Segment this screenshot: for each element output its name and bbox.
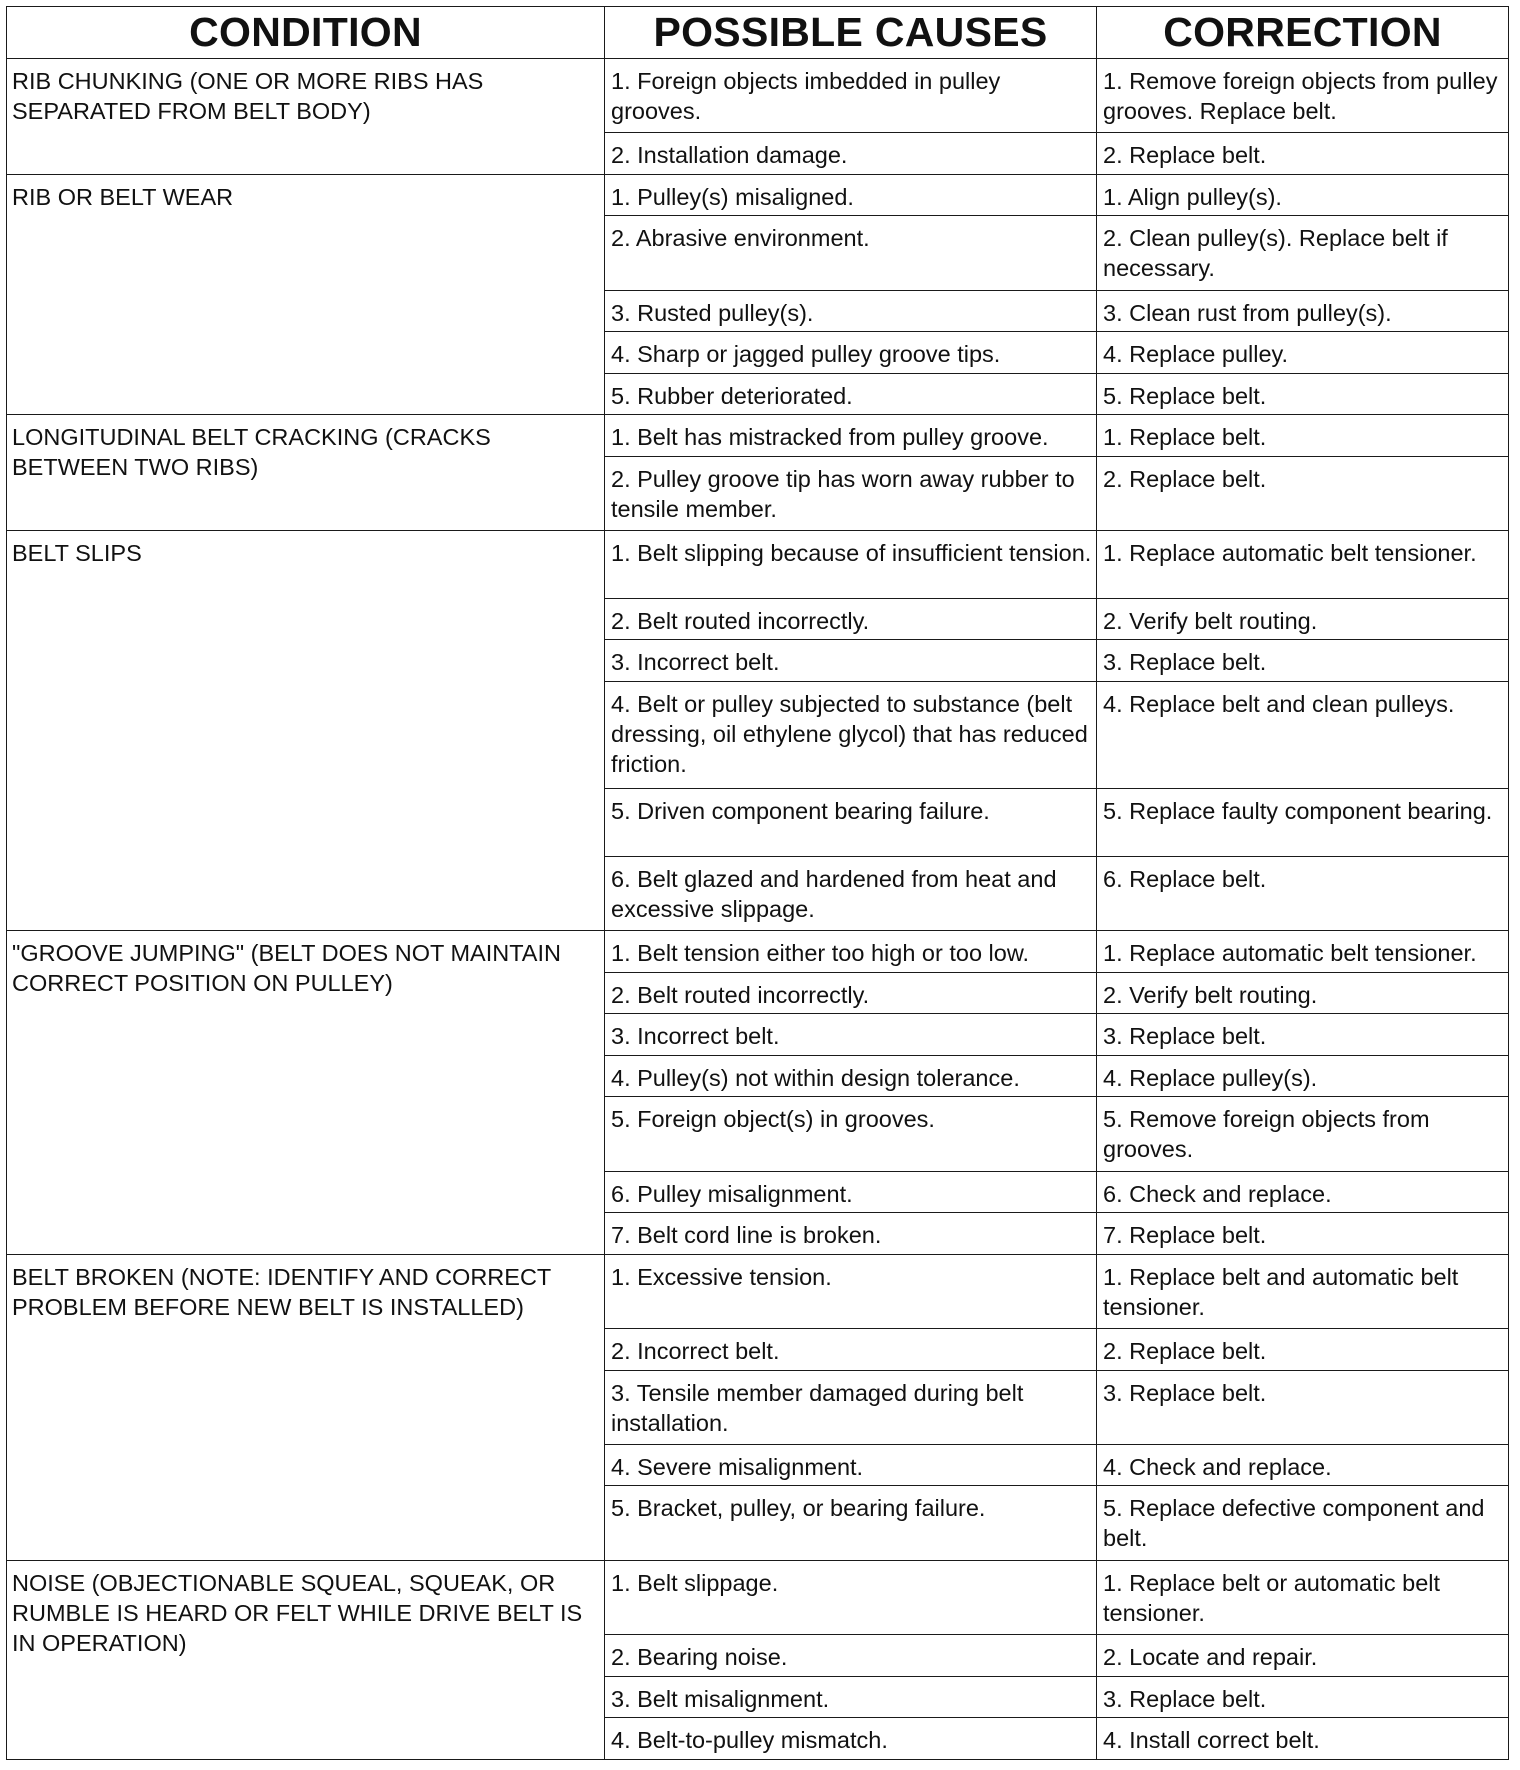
cause-cell: 2. Belt routed incorrectly. — [605, 598, 1097, 640]
table-row — [7, 59, 1509, 133]
possible-causes-header: POSSIBLE CAUSES — [605, 7, 1097, 59]
correction-cell: 3. Replace belt. — [1097, 1014, 1509, 1056]
cause-cell: 2. Belt routed incorrectly. — [605, 972, 1097, 1014]
correction-cell: 2. Replace belt. — [1097, 133, 1509, 175]
condition-cell: BELT SLIPS — [7, 531, 605, 931]
cause-cell: 3. Tensile member damaged during belt installation. — [605, 1370, 1097, 1444]
correction-cell: 4. Replace pulley. — [1097, 332, 1509, 374]
cause-cell: 3. Rusted pulley(s). — [605, 290, 1097, 332]
cause-cell: 2. Bearing noise. — [605, 1635, 1097, 1677]
correction-cell: 4. Install correct belt. — [1097, 1718, 1509, 1760]
table-header — [7, 7, 1509, 59]
cause-cell: 4. Pulley(s) not within design tolerance. — [605, 1055, 1097, 1097]
correction-cell: 5. Replace faulty component bearing. — [1097, 789, 1509, 857]
cause-cell: 4. Severe misalignment. — [605, 1444, 1097, 1486]
correction-cell: 2. Verify belt routing. — [1097, 598, 1509, 640]
cause-cell: 1. Belt has mistracked from pulley groove. — [605, 415, 1097, 457]
correction-cell: 4. Replace pulley(s). — [1097, 1055, 1509, 1097]
correction-cell: 4. Replace belt and clean pulleys. — [1097, 682, 1509, 789]
header-row — [7, 7, 1509, 59]
correction-cell: 1. Replace automatic belt tensioner. — [1097, 931, 1509, 973]
cause-cell: 4. Belt-to-pulley mismatch. — [605, 1718, 1097, 1760]
correction-cell: 3. Replace belt. — [1097, 640, 1509, 682]
cause-cell: 3. Incorrect belt. — [605, 1014, 1097, 1056]
correction-cell: 7. Replace belt. — [1097, 1213, 1509, 1255]
correction-cell: 1. Remove foreign objects from pulley grooves. Replace belt. — [1097, 59, 1509, 133]
table-row — [7, 531, 1509, 599]
correction-cell: 3. Replace belt. — [1097, 1676, 1509, 1718]
correction-cell: 3. Clean rust from pulley(s). — [1097, 290, 1509, 332]
correction-cell: 5. Remove foreign objects from grooves. — [1097, 1097, 1509, 1171]
correction-cell: 1. Replace belt and automatic belt tensioner. — [1097, 1254, 1509, 1328]
condition-cell: NOISE (OBJECTIONABLE SQUEAL, SQUEAK, OR RUMBLE IS HEARD OR FELT WHILE DRIVE BELT IS IN OPERATION) — [7, 1560, 605, 1759]
condition-cell: RIB CHUNKING (ONE OR MORE RIBS HAS SEPARATED FROM BELT BODY) — [7, 59, 605, 175]
condition-cell: "GROOVE JUMPING" (BELT DOES NOT MAINTAIN CORRECT POSITION ON PULLEY) — [7, 931, 605, 1255]
diagnosis-table — [6, 6, 1509, 1760]
table-row — [7, 1560, 1509, 1634]
cause-cell: 1. Foreign objects imbedded in pulley grooves. — [605, 59, 1097, 133]
correction-cell: 2. Clean pulley(s). Replace belt if necessary. — [1097, 216, 1509, 290]
cause-cell: 5. Driven component bearing failure. — [605, 789, 1097, 857]
cause-cell: 1. Excessive tension. — [605, 1254, 1097, 1328]
correction-cell: 6. Replace belt. — [1097, 856, 1509, 930]
correction-cell: 4. Check and replace. — [1097, 1444, 1509, 1486]
correction-header: CORRECTION — [1097, 7, 1509, 59]
condition-cell: BELT BROKEN (NOTE: IDENTIFY AND CORRECT PROBLEM BEFORE NEW BELT IS INSTALLED) — [7, 1254, 605, 1560]
cause-cell: 2. Pulley groove tip has worn away rubber to tensile member. — [605, 456, 1097, 530]
correction-cell: 1. Replace belt. — [1097, 415, 1509, 457]
correction-cell: 5. Replace defective component and belt. — [1097, 1486, 1509, 1560]
cause-cell: 1. Belt slippage. — [605, 1560, 1097, 1634]
correction-cell: 2. Locate and repair. — [1097, 1635, 1509, 1677]
cause-cell: 5. Foreign object(s) in grooves. — [605, 1097, 1097, 1171]
table-row — [7, 415, 1509, 457]
correction-cell: 2. Replace belt. — [1097, 456, 1509, 530]
correction-cell: 3. Replace belt. — [1097, 1370, 1509, 1444]
cause-cell: 2. Incorrect belt. — [605, 1329, 1097, 1371]
cause-cell: 4. Belt or pulley subjected to substance (belt dressing, oil ethylene glycol) that has reduced friction. — [605, 682, 1097, 789]
correction-cell: 6. Check and replace. — [1097, 1171, 1509, 1213]
cause-cell: 1. Belt slipping because of insufficient tension. — [605, 531, 1097, 599]
correction-cell: 2. Verify belt routing. — [1097, 972, 1509, 1014]
cause-cell: 6. Pulley misalignment. — [605, 1171, 1097, 1213]
correction-cell: 1. Replace automatic belt tensioner. — [1097, 531, 1509, 599]
correction-cell: 1. Align pulley(s). — [1097, 174, 1509, 216]
correction-cell: 2. Replace belt. — [1097, 1329, 1509, 1371]
cause-cell: 5. Rubber deteriorated. — [605, 373, 1097, 415]
cause-cell: 7. Belt cord line is broken. — [605, 1213, 1097, 1255]
cause-cell: 2. Installation damage. — [605, 133, 1097, 175]
table-body — [7, 59, 1509, 1760]
cause-cell: 2. Abrasive environment. — [605, 216, 1097, 290]
cause-cell: 5. Bracket, pulley, or bearing failure. — [605, 1486, 1097, 1560]
cause-cell: 6. Belt glazed and hardened from heat and excessive slippage. — [605, 856, 1097, 930]
cause-cell: 1. Belt tension either too high or too low. — [605, 931, 1097, 973]
table-row — [7, 1254, 1509, 1328]
cause-cell: 3. Incorrect belt. — [605, 640, 1097, 682]
cause-cell: 4. Sharp or jagged pulley groove tips. — [605, 332, 1097, 374]
condition-header: CONDITION — [7, 7, 605, 59]
table-row — [7, 174, 1509, 216]
table-row — [7, 931, 1509, 973]
condition-cell: LONGITUDINAL BELT CRACKING (CRACKS BETWEEN TWO RIBS) — [7, 415, 605, 531]
cause-cell: 1. Pulley(s) misaligned. — [605, 174, 1097, 216]
correction-cell: 5. Replace belt. — [1097, 373, 1509, 415]
correction-cell: 1. Replace belt or automatic belt tensioner. — [1097, 1560, 1509, 1634]
condition-cell: RIB OR BELT WEAR — [7, 174, 605, 414]
cause-cell: 3. Belt misalignment. — [605, 1676, 1097, 1718]
